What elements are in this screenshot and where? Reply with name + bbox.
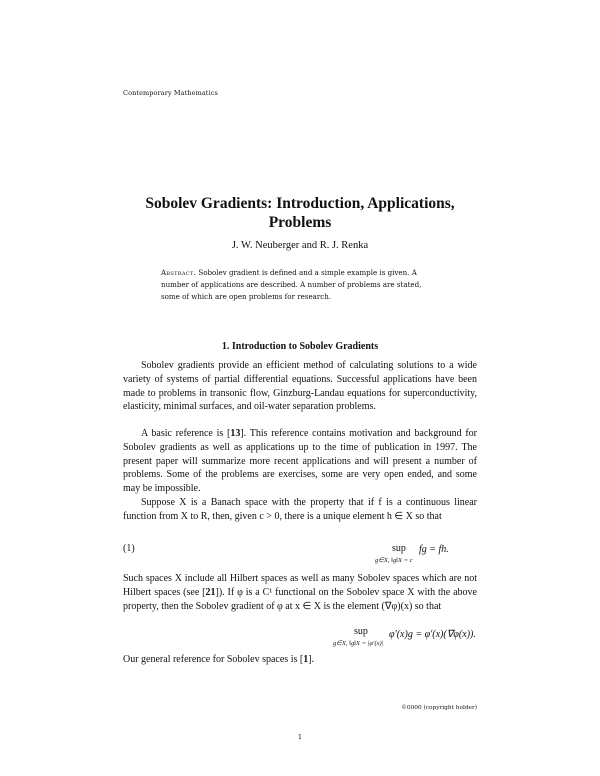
equation-1 [123, 541, 477, 567]
page-number: 1 [297, 733, 303, 741]
citation-13: 13 [230, 428, 241, 439]
section-heading: 1. Introduction to Sobolev Gradients [221, 341, 379, 352]
equation-number: (1) [123, 543, 135, 554]
equation-rhs: fg = fh. [419, 544, 449, 555]
citation-1: 1 [303, 654, 309, 665]
paragraph-5-text-a: Our general reference for Sobolev spaces is [ [123, 654, 304, 665]
paragraph-5 [123, 653, 477, 667]
paragraph-3: Suppose X is a Banach space with the property that if f is a continuous linear function from X to R, then, given c > 0, there is a unique element h ∈ X so that [123, 497, 477, 522]
copyright-notice: ©0000 (copyright holder) [401, 705, 477, 711]
abstract [161, 267, 441, 304]
title-line-1: Sobolev Gradients: Introduction, Applications, [145, 195, 455, 212]
paragraph-4-text-a: Such spaces X include all Hilbert spaces as well as many Sobolev spaces which are not Hilbert spaces (see [ [123, 573, 477, 598]
paper-title [120, 194, 480, 232]
paragraph-4-text-b: ]). If φ is a C¹ functional on the Sobolev space X with the above property, then the Sobolev gradient of φ at x ∈ X is the element (∇φ)(x) so that [123, 586, 477, 612]
paragraph-2-text-a: A basic reference is [ [141, 428, 231, 439]
paragraph-4 [123, 572, 477, 613]
abstract-label: Abstract. [161, 268, 197, 277]
sup-subscript-2: g∈X, ‖g‖X = |φ′(x)| [333, 640, 384, 647]
title-line-2: Problems [268, 214, 332, 231]
equation-2 [123, 625, 477, 651]
sup-subscript: g∈X, ‖g‖X = c [375, 557, 413, 564]
citation-21: 21 [205, 586, 216, 598]
paragraph-1: Sobolev gradients provide an efficient method of calculating solutions to a wide variety of systems of partial differential equations. Successful applications have been made to problems in transonic flow, Ginzburg-Landau equations for superconductivity, elasticity, minimal surfaces, and oil-water separation problems. [123, 360, 477, 413]
authors: J. W. Neuberger and R. J. Renka [231, 240, 369, 251]
abstract-text: Sobolev gradient is defined and a simple example is given. A number of applications are described. A number of problems are stated, some of which are open problems for research. [161, 268, 422, 302]
paragraph-2 [123, 427, 477, 496]
sup-operator-2: sup [354, 626, 368, 637]
equation-2-rhs: φ′(x)g = φ′(x)(∇φ(x)). [389, 629, 476, 640]
paragraph-5-text-b: ]. [308, 654, 315, 665]
paragraph-2-text-b: ]. This reference contains motivation and background for Sobolev gradients as well as applications up to the time of publication in 1997. The present paper will summarize more recent applications and will present a number of problems. Some of the problems are exercises, some are very open ended, and some may be impossible. [123, 428, 478, 495]
sup-operator: sup [392, 543, 406, 554]
journal-header: Contemporary Mathematics [123, 89, 218, 97]
